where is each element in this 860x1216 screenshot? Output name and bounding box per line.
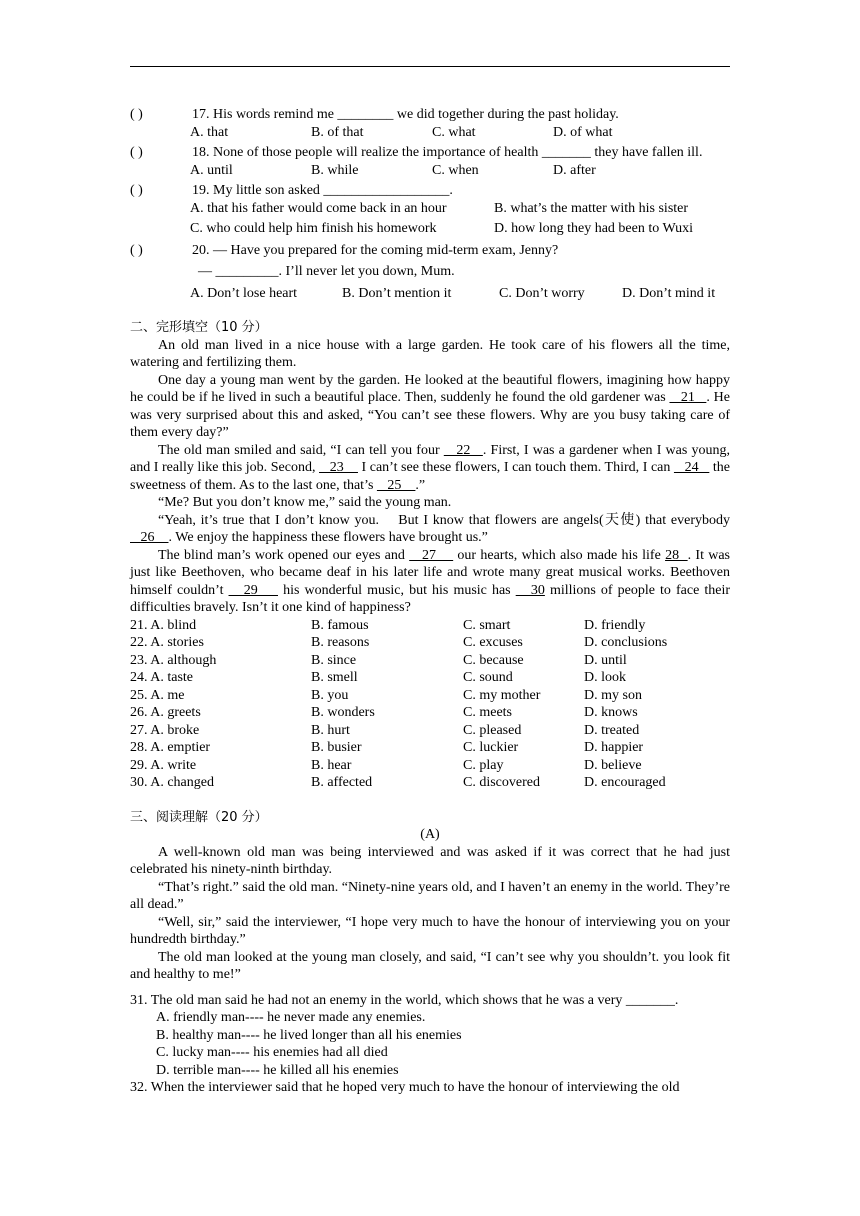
option-a: A. until (190, 162, 233, 178)
option-cell: C. sound (463, 670, 513, 685)
option-cell: B. busier (311, 740, 362, 755)
question-text: 18. None of those people will realize the importance of health _______ they have fallen ill. (192, 145, 703, 160)
blank-26[interactable]: 26 (130, 530, 169, 545)
passage-label: (A) (420, 827, 440, 842)
option-cell: 29. A. write (130, 757, 197, 773)
question-17 (130, 106, 730, 124)
option-cell: C. my mother (463, 687, 541, 703)
answer-paren[interactable]: ( ) (130, 145, 143, 160)
option-c: C. what (432, 124, 476, 140)
option-cell: 23. A. although (130, 652, 217, 668)
option-cell: D. happier (584, 740, 644, 755)
option-cell: 25. A. me (130, 687, 185, 703)
option-cell: C. pleased (463, 722, 522, 738)
option-cell: 24. A. taste (130, 670, 193, 685)
option-a: A. that his father would come back in an hour (190, 200, 447, 216)
cloze-section-title: 二、完形填空（10 分） (130, 320, 268, 335)
blank-21[interactable]: 21 (669, 390, 707, 405)
option-cell: 26. A. greets (130, 705, 201, 720)
option-b: B. what’s the matter with his sister (494, 200, 689, 216)
option-cell: C. excuses (463, 635, 523, 650)
blank-22[interactable]: 22 (443, 442, 483, 458)
question-18-options (130, 162, 730, 180)
option-cell: C. discovered (463, 775, 540, 790)
option-b: B. healthy man---- he lived longer than all his enemies (156, 1027, 462, 1043)
option-cell: D. look (584, 670, 626, 685)
option-a: A. Don’t lose heart (190, 285, 298, 301)
blank-23[interactable]: 23 (319, 460, 358, 475)
option-cell: B. wonders (311, 705, 375, 720)
question-31-options (130, 1009, 730, 1079)
question-31: 31. The old man said he had not an enemy in the world, which shows that he was a very _______. (130, 992, 679, 1008)
blank-28[interactable]: 28 (665, 547, 688, 563)
option-d: D. how long they had been to Wuxi (494, 221, 694, 236)
option-cell: D. treated (584, 722, 640, 738)
option-cell: B. you (311, 687, 349, 703)
cloze-paragraph-1: An old man lived in a nice house with a large garden. He took care of his flowers all the time, watering and fertilizing them. (130, 337, 730, 370)
answer-paren[interactable]: ( ) (130, 107, 143, 122)
option-b: B. while (311, 162, 359, 178)
reading-paragraph-3: “Well, sir,” said the interviewer, “I hope very much to have the honour of interviewing you on your hundredth birthday.” (130, 914, 730, 947)
question-text: 19. My little son asked __________________. (192, 183, 453, 198)
option-cell: D. knows (584, 705, 638, 720)
option-c: C. when (432, 162, 479, 178)
answer-paren[interactable]: ( ) (130, 242, 143, 258)
reading-section-title: 三、阅读理解（20 分） (130, 809, 268, 825)
option-cell: D. friendly (584, 617, 646, 633)
reading-paragraph-2: “That’s right.” said the old man. “Ninety-nine years old, and I haven’t an enemy in the world. They’re all dead.” (130, 879, 730, 912)
question-20-options (130, 285, 730, 303)
option-cell: D. until (584, 652, 627, 668)
question-32: 32. When the interviewer said that he hoped very much to have the honour of interviewing the old (130, 1080, 680, 1095)
option-cell: C. because (463, 652, 524, 668)
blank-30[interactable]: 30 (515, 582, 545, 598)
document-page (130, 106, 734, 1097)
reading-paragraph-1: A well-known old man was being interviewed and was asked if it was correct that he had just celebrated his ninety-ninth birthday. (130, 844, 730, 877)
question-18 (130, 144, 730, 162)
option-a: A. that (190, 124, 229, 140)
option-cell: B. smell (311, 670, 358, 685)
option-cell: C. luckier (463, 740, 519, 755)
option-d: D. terrible man---- he killed all his enemies (156, 1062, 399, 1078)
option-d: D. of what (553, 124, 613, 140)
option-c: C. Don’t worry (499, 285, 585, 301)
option-cell: D. my son (584, 687, 642, 703)
option-d: D. after (553, 162, 596, 178)
option-cell: D. conclusions (584, 635, 668, 650)
cloze-paragraph-3: The old man smiled and said, “I can tell you four 22 . First, I was a gardener when I was young, and I really like this job. Second, 23 I can’t see these flowers, I can touch them. Third, I can 24 the sweetness of them. As to the last one, that’s 25 .” (130, 442, 730, 493)
question-19 (130, 182, 730, 200)
option-cell: C. smart (463, 617, 511, 633)
cloze-paragraph-6: The blind man’s work opened our eyes and 27 our hearts, which also made his life 28 . It was just like Beethoven, who became deaf in his later life and wrote many great musical works. Beethoven himself couldn’t 29 his wonderful music, but his music has 30 millions of people to face their difficulties bravely. Isn’t it one kind of happiness? (130, 547, 731, 615)
question-19-options-ab (130, 200, 730, 218)
header-rule (130, 66, 730, 67)
option-cell: B. affected (311, 775, 373, 790)
option-cell: 30. A. changed (130, 775, 214, 790)
option-cell: 27. A. broke (130, 722, 200, 738)
question-19-options-cd (130, 220, 730, 238)
option-cell: 28. A. emptier (130, 740, 211, 755)
option-cell: C. meets (463, 705, 512, 720)
answer-paren[interactable]: ( ) (130, 183, 143, 198)
option-cell: C. play (463, 757, 504, 773)
cloze-options-table (130, 617, 730, 792)
option-c: C. who could help him finish his homework (190, 221, 437, 236)
cloze-paragraph-4: “Me? But you don’t know me,” said the young man. (158, 495, 452, 510)
option-a: A. friendly man---- he never made any enemies. (156, 1010, 426, 1025)
reading-paragraph-4: The old man looked at the young man closely, and said, “I can’t see why you shouldn’t. you look fit and healthy to me!” (130, 949, 730, 982)
option-cell: 21. A. blind (130, 617, 197, 633)
option-c: C. lucky man---- his enemies had all died (156, 1045, 388, 1060)
question-20 (130, 242, 730, 260)
blank-24[interactable]: 24 (673, 460, 710, 475)
cloze-paragraph-2: One day a young man went by the garden. He looked at the beautiful flowers, imagining how happy he could be if he lived in such a beautiful place. Then, suddenly he found the old gardener was 21 . He was very surprised about this and asked, “You can’t see these flowers. Why are you busy taking care of them every day?” (130, 372, 730, 440)
option-cell: D. believe (584, 757, 642, 773)
option-d: D. Don’t mind it (622, 285, 716, 301)
question-17-options (130, 124, 730, 142)
option-cell: 22. A. stories (130, 635, 204, 650)
option-cell: D. encouraged (584, 775, 666, 790)
option-cell: B. famous (311, 617, 369, 633)
cloze-paragraph-5: “Yeah, it’s true that I don’t know you. But I know that flowers are angels(天使) that everybody 26 . We enjoy the happiness these flowers have brought us.” (130, 512, 734, 545)
option-cell: B. since (311, 652, 357, 668)
blank-27[interactable]: 27 (409, 547, 454, 563)
option-b: B. of that (311, 124, 364, 140)
blank-29[interactable]: 29 (228, 582, 278, 598)
question-20-reply: — _________. I’ll never let you down, Mum. (198, 264, 455, 279)
blank-25[interactable]: 25 (376, 477, 416, 493)
question-text: 17. His words remind me ________ we did together during the past holiday. (192, 107, 619, 122)
question-text: 20. — Have you prepared for the coming mid-term exam, Jenny? (192, 242, 559, 258)
option-cell: B. hear (311, 757, 352, 773)
option-b: B. Don’t mention it (342, 285, 452, 301)
option-cell: B. hurt (311, 722, 350, 738)
option-cell: B. reasons (311, 635, 370, 650)
